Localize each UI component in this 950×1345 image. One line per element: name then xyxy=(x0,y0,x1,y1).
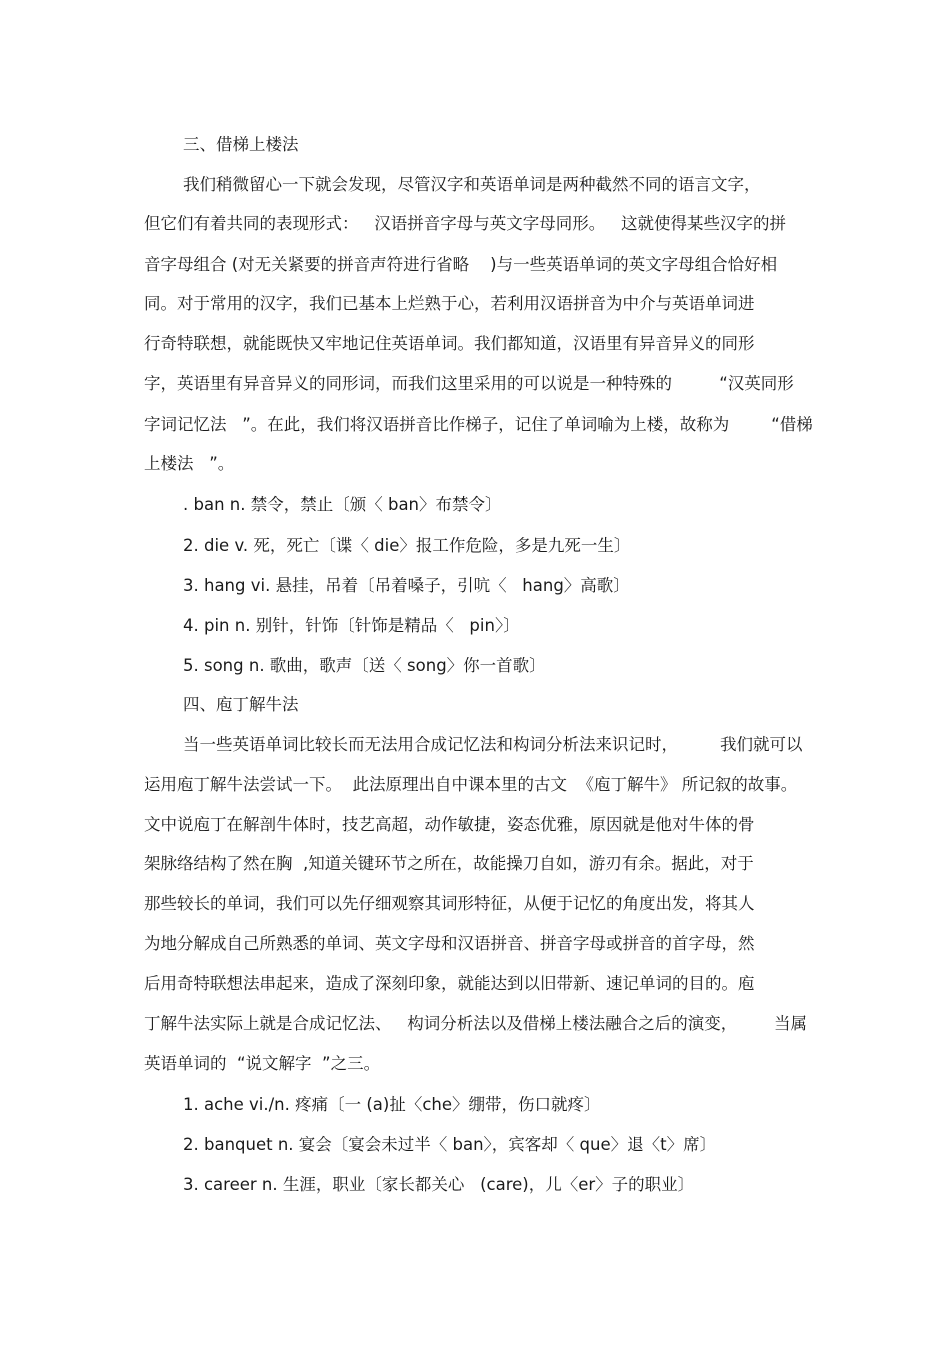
paragraph-line: 为地分解成自己所熟悉的单词、英文字母和汉语拼音、拼音字母或拼音的首字母，然 xyxy=(144,934,755,953)
paragraph-line: 当一些英语单词比较长而无法用合成记忆法和构词分析法来识记时， 我们就可以 xyxy=(183,735,803,754)
paragraph-line: 但它们有着共同的表现形式： 汉语拼音字母与英文字母同形。 这就使得某些汉字的拼 xyxy=(144,214,786,233)
example-item: 1. ache vi./n. 疼痛〔一 (a)扯〈che〉绷带，伤口就疼〕 xyxy=(183,1095,601,1114)
paragraph-line: 我们稍微留心一下就会发现，尽管汉字和英语单词是两种截然不同的语言文字， xyxy=(183,175,761,194)
example-item: 2. die v. 死，死亡〔谍〈 die〉报工作危险，多是九死一生〕 xyxy=(183,536,631,555)
paragraph-line: 同。对于常用的汉字，我们已基本上烂熟于心，若利用汉语拼音为中介与英语单词进 xyxy=(144,294,755,313)
paragraph-line: 音字母组合 (对无关紧要的拼音声符进行省略 )与一些英语单词的英文字母组合恰好相 xyxy=(144,255,778,274)
paragraph-line: 丁解牛法实际上就是合成记忆法、 构词分析法以及借梯上楼法融合之后的演变， 当属 xyxy=(144,1014,807,1033)
example-item: 3. career n. 生涯，职业〔家长都关心 (care)，儿〈er〉子的职业〕 xyxy=(183,1175,695,1194)
example-item: . ban n. 禁令，禁止〔颁〈 ban〉布禁令〕 xyxy=(183,495,502,514)
paragraph-line: 架脉络结构了然在胸 ,知道关键环节之所在，故能操刀自如，游刃有余。据此，对于 xyxy=(144,854,754,873)
paragraph-line: 字，英语里有异音异义的同形词，而我们这里采用的可以说是一种特殊的 “汉英同形 xyxy=(144,374,794,393)
section-heading-4: 四、庖丁解牛法 xyxy=(183,695,299,714)
example-item: 3. hang vi. 悬挂，吊着〔吊着嗓子，引吭〈 hang〉高歌〕 xyxy=(183,576,630,595)
paragraph-line: 那些较长的单词，我们可以先仔细观察其词形特征，从便于记忆的角度出发，将其人 xyxy=(144,894,755,913)
section-heading-3: 三、借梯上楼法 xyxy=(183,135,299,154)
paragraph-line: 后用奇特联想法串起来，造成了深刻印象，就能达到以旧带新、速记单词的目的。庖 xyxy=(144,974,755,993)
paragraph-line: 上楼法 ”。 xyxy=(144,454,235,473)
example-item: 5. song n. 歌曲，歌声〔送〈 song〉你一首歌〕 xyxy=(183,656,546,675)
paragraph-line: 字词记忆法 ”。在此，我们将汉语拼音比作梯子，记住了单词喻为上楼，故称为 “借梯 xyxy=(144,415,813,434)
example-item: 2. banquet n. 宴会〔宴会未过半〈 ban〉，宾客却〈 que〉退〈t〉席〕 xyxy=(183,1135,717,1154)
paragraph-line: 运用庖丁解牛法尝试一下。 此法原理出自中课本里的古文 《庖丁解牛》 所记叙的故事。 xyxy=(144,775,798,794)
paragraph-line: 英语单词的 “说文解字 ”之三。 xyxy=(144,1054,381,1073)
paragraph-line: 行奇特联想，就能既快又牢地记住英语单词。我们都知道，汉语里有异音异义的同形 xyxy=(144,334,755,353)
paragraph-line: 文中说庖丁在解剖牛体时，技艺高超，动作敏捷，姿态优雅，原因就是他对牛体的骨 xyxy=(144,815,755,834)
example-item: 4. pin n. 别针，针饰〔针饰是精品〈 pin〉〕 xyxy=(183,616,520,635)
